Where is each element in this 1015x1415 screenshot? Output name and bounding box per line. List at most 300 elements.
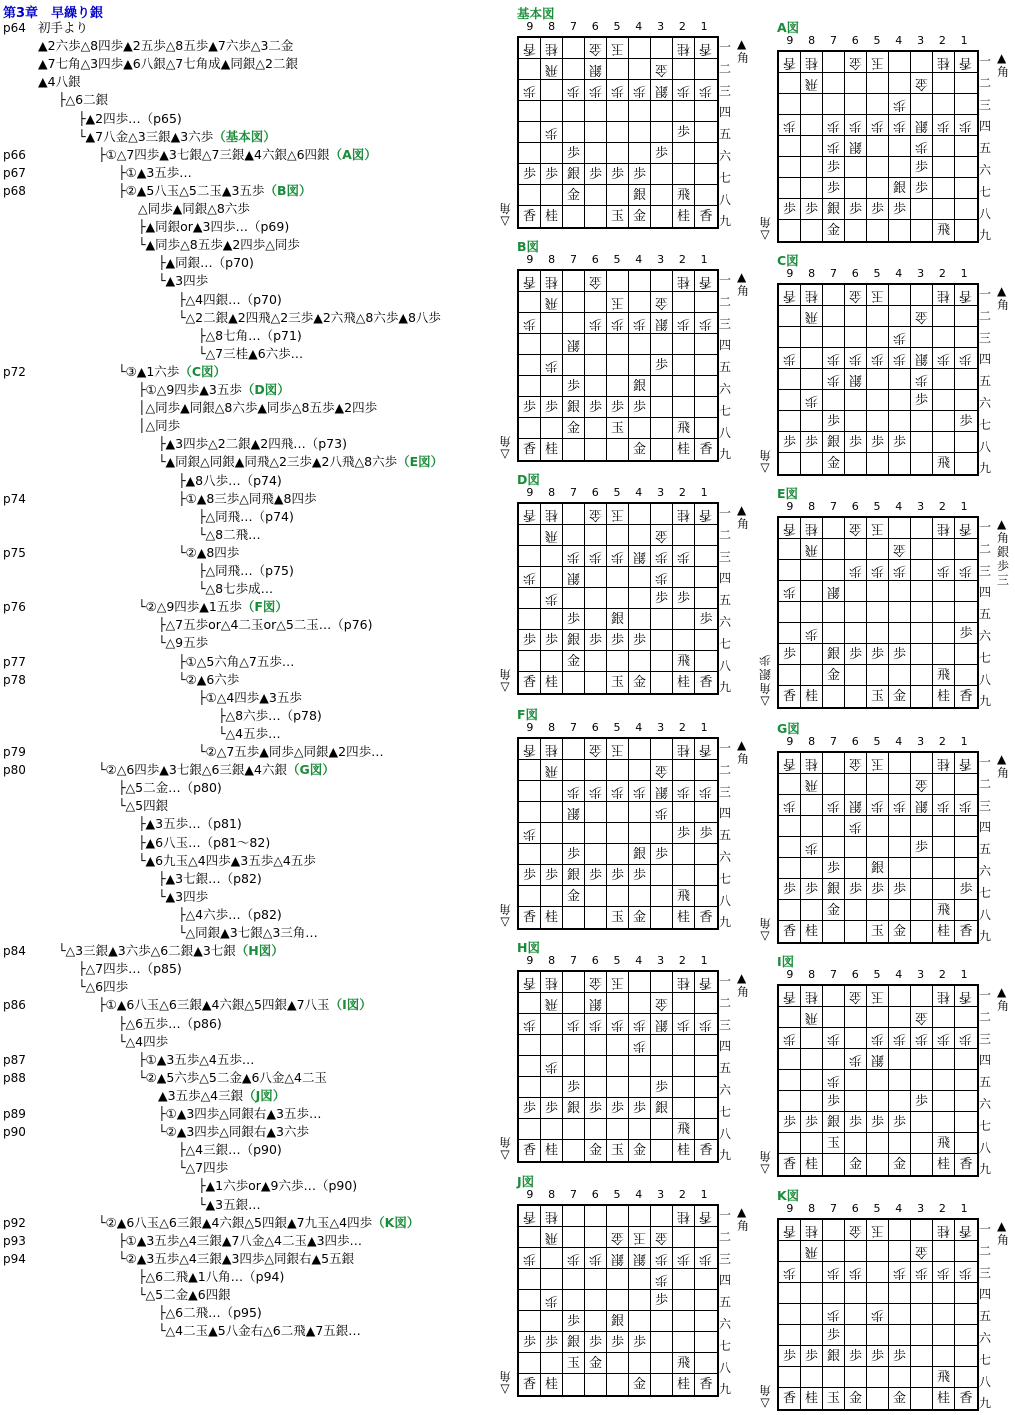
rank-labels xyxy=(979,51,991,247)
board-square xyxy=(673,504,695,525)
gote-piece: 歩 xyxy=(699,1017,713,1032)
gote-piece: 歩 xyxy=(826,372,840,387)
sente-piece: 歩 xyxy=(632,400,646,415)
board-square xyxy=(607,609,629,630)
file-label: 3 xyxy=(917,735,925,748)
sente-piece: 金 xyxy=(566,889,580,904)
sente-piece: 歩 xyxy=(588,868,602,883)
rank-label: 七 xyxy=(979,1118,992,1133)
board-square xyxy=(541,865,563,886)
board-square xyxy=(673,907,695,928)
board-square xyxy=(519,334,541,355)
file-label: 8 xyxy=(548,1188,556,1201)
board-square xyxy=(519,185,541,206)
gote-piece: 桂 xyxy=(936,521,950,536)
gote-piece: 歩 xyxy=(566,83,580,98)
gote-piece: 金 xyxy=(914,777,928,792)
file-label: 1 xyxy=(960,267,968,280)
board-square xyxy=(519,80,541,101)
sente-piece: 玉 xyxy=(826,1391,840,1406)
rank-label: 四 xyxy=(979,585,992,600)
sente-piece: 香 xyxy=(699,675,713,690)
file-label: 6 xyxy=(851,968,859,981)
gote-piece: 桂 xyxy=(804,756,818,771)
board-square xyxy=(801,1049,823,1070)
gote-piece: 金 xyxy=(848,756,862,771)
board-square xyxy=(629,609,651,630)
gote-piece: 銀 xyxy=(610,1251,624,1266)
sente-piece: 金 xyxy=(826,456,840,471)
move-text: ├①△7四歩▲3七銀△7三銀▲4六銀△6四銀 xyxy=(98,146,330,162)
board-square xyxy=(845,1304,867,1325)
move-text: ├①△5六角△7五歩… xyxy=(178,653,295,669)
board-square xyxy=(585,1332,607,1353)
board-square xyxy=(955,199,977,220)
sente-piece: 銀 xyxy=(632,188,646,203)
board-square xyxy=(519,672,541,693)
gote-piece: 歩 xyxy=(826,1031,840,1046)
sente-piece: 飛 xyxy=(936,1136,950,1151)
board-square xyxy=(801,1346,823,1367)
board-square xyxy=(889,644,911,665)
sente-piece: 飛 xyxy=(676,188,690,203)
board-square xyxy=(673,101,695,122)
rank-label: 六 xyxy=(719,381,732,396)
rank-label: 六 xyxy=(979,628,992,643)
gote-piece: 桂 xyxy=(544,742,558,757)
board-square xyxy=(651,164,673,185)
board-square xyxy=(585,59,607,80)
sente-piece: 歩 xyxy=(632,868,646,883)
sente-hand: ▲ 角 xyxy=(997,1219,1010,1247)
file-label: 3 xyxy=(917,34,925,47)
board-square xyxy=(585,418,607,439)
board-square xyxy=(673,972,695,993)
board-square xyxy=(911,115,933,136)
board-square xyxy=(519,567,541,588)
board-square xyxy=(651,1098,673,1119)
board-square xyxy=(607,1353,629,1374)
board-square xyxy=(845,136,867,157)
board-square xyxy=(955,858,977,879)
board-square xyxy=(823,774,845,795)
gote-piece: 桂 xyxy=(676,742,690,757)
board-square xyxy=(607,1119,629,1140)
sente-piece: 桂 xyxy=(544,675,558,690)
board-square xyxy=(823,879,845,900)
board-square xyxy=(845,1388,867,1409)
board-square xyxy=(585,38,607,59)
sente-piece: 歩 xyxy=(804,1115,818,1130)
board-square xyxy=(585,122,607,143)
board-square xyxy=(823,560,845,581)
board-square xyxy=(911,1154,933,1175)
gote-piece: 歩 xyxy=(654,1272,668,1287)
tree-line xyxy=(98,997,372,1013)
board-square xyxy=(585,334,607,355)
board-square xyxy=(845,220,867,241)
rank-label: 三 xyxy=(979,798,992,813)
board-square xyxy=(563,292,585,313)
board-square xyxy=(779,1388,801,1409)
board-square xyxy=(823,178,845,199)
board-square xyxy=(889,623,911,644)
board-square xyxy=(801,900,823,921)
board-square xyxy=(519,802,541,823)
tree-line xyxy=(158,1305,262,1321)
board-square xyxy=(651,972,673,993)
board-square xyxy=(933,686,955,707)
board-square xyxy=(911,816,933,837)
board-square xyxy=(541,760,563,781)
sente-piece: 歩 xyxy=(892,1115,906,1130)
gote-piece: 金 xyxy=(914,309,928,324)
board-square xyxy=(801,1304,823,1325)
file-label: 4 xyxy=(635,253,643,266)
file-label: 2 xyxy=(678,253,686,266)
board-square xyxy=(629,504,651,525)
rank-label: 九 xyxy=(979,929,992,944)
diagram-ref: （A図） xyxy=(329,146,377,162)
file-label: 4 xyxy=(895,968,903,981)
gote-piece: 銀 xyxy=(826,584,840,599)
board-square xyxy=(519,101,541,122)
tree-line xyxy=(138,1287,231,1303)
file-label: 7 xyxy=(829,34,837,47)
board-square xyxy=(695,185,717,206)
gote-piece: 歩 xyxy=(936,1031,950,1046)
board-square xyxy=(629,1248,651,1269)
file-label: 4 xyxy=(895,34,903,47)
board-square xyxy=(955,1325,977,1346)
board-square xyxy=(801,1112,823,1133)
sente-piece: 飛 xyxy=(936,456,950,471)
board-square xyxy=(695,38,717,59)
rank-labels xyxy=(719,37,731,233)
board-square xyxy=(651,651,673,672)
sente-piece: 歩 xyxy=(892,202,906,217)
move-text: ▲7七角△3四歩▲6八銀△7七角成▲同銀△2二銀 xyxy=(38,56,298,72)
board-square xyxy=(585,609,607,630)
board-square xyxy=(607,1290,629,1311)
board-square xyxy=(541,143,563,164)
board-square xyxy=(695,865,717,886)
board-square xyxy=(867,1346,889,1367)
board-square xyxy=(779,432,801,453)
board-square xyxy=(629,334,651,355)
board-square xyxy=(607,739,629,760)
board-square xyxy=(801,1241,823,1262)
board-square xyxy=(585,292,607,313)
board-square xyxy=(629,1353,651,1374)
sente-piece: 桂 xyxy=(936,1391,950,1406)
gote-piece: 桂 xyxy=(676,975,690,990)
file-label: 3 xyxy=(657,721,665,734)
gote-piece: 桂 xyxy=(936,989,950,1004)
gote-piece: 歩 xyxy=(936,118,950,133)
gote-piece: 歩 xyxy=(892,1265,906,1280)
move-text: ▲4八銀 xyxy=(38,74,81,90)
board-square xyxy=(801,199,823,220)
board-square xyxy=(911,348,933,369)
board-square xyxy=(695,59,717,80)
gote-hand: △ 角 xyxy=(499,667,512,695)
sente-piece: 香 xyxy=(782,924,796,939)
board-square xyxy=(911,432,933,453)
board-square xyxy=(651,143,673,164)
board-square xyxy=(651,80,673,101)
board-square xyxy=(911,774,933,795)
board-square xyxy=(651,397,673,418)
gote-piece: 銀 xyxy=(848,372,862,387)
sente-piece: 香 xyxy=(699,1143,713,1158)
board-square xyxy=(541,1311,563,1332)
gote-piece: 歩 xyxy=(914,139,928,154)
board-square xyxy=(779,327,801,348)
board-square xyxy=(779,1070,801,1091)
board-square xyxy=(867,753,889,774)
page-ref: p80 xyxy=(3,763,26,778)
file-label: 7 xyxy=(829,1202,837,1215)
board-square xyxy=(673,355,695,376)
board-square xyxy=(541,823,563,844)
file-label: 9 xyxy=(786,968,794,981)
file-label: 7 xyxy=(829,968,837,981)
board-square xyxy=(823,94,845,115)
sente-piece: 歩 xyxy=(522,400,536,415)
gote-piece: 桂 xyxy=(676,507,690,522)
board-square xyxy=(585,1206,607,1227)
board-square xyxy=(867,157,889,178)
board-square xyxy=(779,1091,801,1112)
gote-piece: 桂 xyxy=(804,288,818,303)
board-square xyxy=(651,439,673,460)
board-square xyxy=(673,122,695,143)
board-square xyxy=(563,739,585,760)
board-square xyxy=(867,1388,889,1409)
board-square xyxy=(541,1248,563,1269)
board-square xyxy=(955,921,977,942)
board-square xyxy=(651,101,673,122)
board-square xyxy=(933,1070,955,1091)
board-square xyxy=(933,73,955,94)
sente-piece: 歩 xyxy=(914,840,928,855)
board-square xyxy=(673,1140,695,1161)
board-square xyxy=(845,879,867,900)
board-square xyxy=(651,1077,673,1098)
sente-hand: ▲ 角 xyxy=(997,752,1010,780)
gote-piece: 玉 xyxy=(870,55,884,70)
gote-piece: 歩 xyxy=(870,563,884,578)
board-square xyxy=(629,1014,651,1035)
rank-labels xyxy=(979,1219,991,1415)
gote-piece: 歩 xyxy=(959,351,973,366)
gote-piece: 金 xyxy=(588,507,602,522)
board-square xyxy=(695,588,717,609)
board-square xyxy=(933,306,955,327)
board-square xyxy=(673,439,695,460)
sente-piece: 銀 xyxy=(610,1314,624,1329)
gote-piece: 銀 xyxy=(654,316,668,331)
board-square xyxy=(933,665,955,686)
page-ref: p74 xyxy=(3,491,26,506)
board-square xyxy=(845,623,867,644)
sente-piece: 桂 xyxy=(936,924,950,939)
sente-piece: 歩 xyxy=(654,146,668,161)
board-square xyxy=(563,546,585,567)
board-square xyxy=(563,588,585,609)
board-square xyxy=(585,567,607,588)
gote-piece: 銀 xyxy=(654,1017,668,1032)
board-square xyxy=(673,672,695,693)
board-square xyxy=(607,1311,629,1332)
board-square xyxy=(867,1154,889,1175)
board-square xyxy=(695,504,717,525)
file-label: 2 xyxy=(678,486,686,499)
board-square xyxy=(563,907,585,928)
gote-piece: 桂 xyxy=(544,41,558,56)
board-square xyxy=(933,1028,955,1049)
gote-piece: 香 xyxy=(522,507,536,522)
shogi-board xyxy=(517,737,719,930)
gote-piece: 歩 xyxy=(566,1017,580,1032)
rank-label: 二 xyxy=(979,75,992,90)
board-square xyxy=(651,1269,673,1290)
board-square xyxy=(651,313,673,334)
tree-line xyxy=(138,201,250,217)
board-square xyxy=(695,1332,717,1353)
file-label: 1 xyxy=(700,253,708,266)
file-label: 6 xyxy=(851,34,859,47)
board-square xyxy=(845,581,867,602)
board-square xyxy=(695,1098,717,1119)
board-square xyxy=(563,630,585,651)
sente-piece: 香 xyxy=(959,1157,973,1172)
board-square xyxy=(801,1262,823,1283)
board-square xyxy=(585,1014,607,1035)
board-square xyxy=(585,525,607,546)
file-label: 9 xyxy=(786,34,794,47)
tree-line xyxy=(138,237,300,253)
board-square xyxy=(823,199,845,220)
board-square xyxy=(651,802,673,823)
gote-piece: 歩 xyxy=(826,351,840,366)
board-square xyxy=(911,220,933,241)
move-text: └②△7五歩▲同歩△同銀▲2四歩… xyxy=(198,744,384,759)
board-square xyxy=(519,651,541,672)
gote-piece: 桂 xyxy=(936,756,950,771)
move-text: ├▲同銀or▲3四歩…（p69) xyxy=(138,219,290,235)
board-square xyxy=(779,1325,801,1346)
rank-label: 一 xyxy=(719,506,732,520)
board-square xyxy=(823,73,845,94)
board-square xyxy=(867,348,889,369)
gote-piece: 歩 xyxy=(826,1307,840,1322)
board-square xyxy=(585,1056,607,1077)
board-square xyxy=(629,844,651,865)
board-square xyxy=(801,1220,823,1241)
board-square xyxy=(823,453,845,474)
board-square xyxy=(889,900,911,921)
board-square xyxy=(651,1311,673,1332)
file-label: 5 xyxy=(873,735,881,748)
sente-piece: 金 xyxy=(632,209,646,224)
tree-line xyxy=(178,310,441,326)
gote-piece: 銀 xyxy=(848,798,862,813)
gote-piece: 金 xyxy=(588,742,602,757)
file-label: 7 xyxy=(829,735,837,748)
sente-piece: 歩 xyxy=(959,414,973,429)
gote-piece: 歩 xyxy=(959,798,973,813)
board-square xyxy=(933,1133,955,1154)
board-square xyxy=(933,986,955,1007)
board-square xyxy=(651,292,673,313)
board-square xyxy=(823,327,845,348)
sente-piece: 歩 xyxy=(892,1349,906,1364)
move-text: ├①▲3四歩△同銀右▲3五歩… xyxy=(158,1106,322,1121)
gote-piece: 金 xyxy=(848,288,862,303)
board-square xyxy=(845,602,867,623)
gote-piece: 桂 xyxy=(936,1223,950,1238)
board-square xyxy=(845,306,867,327)
board-square xyxy=(519,1098,541,1119)
board-square xyxy=(889,390,911,411)
board-square xyxy=(801,178,823,199)
file-label: 4 xyxy=(635,954,643,967)
board-square xyxy=(629,418,651,439)
file-label: 1 xyxy=(960,735,968,748)
board-square xyxy=(519,844,541,865)
board-square xyxy=(845,686,867,707)
tree-line xyxy=(178,292,282,308)
board-square xyxy=(695,546,717,567)
rank-label: 八 xyxy=(979,672,992,687)
sente-piece: 桂 xyxy=(676,442,690,457)
board-square xyxy=(563,525,585,546)
rank-labels xyxy=(719,503,731,699)
gote-piece: 桂 xyxy=(676,41,690,56)
board-square xyxy=(607,1269,629,1290)
tree-line xyxy=(198,1197,261,1213)
move-text: └▲3四歩 xyxy=(158,273,209,289)
board-square xyxy=(845,285,867,306)
gote-piece: 歩 xyxy=(522,826,536,841)
board-square xyxy=(607,802,629,823)
board-square xyxy=(955,1283,977,1304)
board-square xyxy=(801,602,823,623)
gote-piece: 歩 xyxy=(782,1265,796,1280)
board-square xyxy=(955,900,977,921)
sente-piece: 歩 xyxy=(804,435,818,450)
gote-piece: 金 xyxy=(848,55,862,70)
board-square xyxy=(541,525,563,546)
file-label: 9 xyxy=(526,20,534,33)
board-square xyxy=(629,1077,651,1098)
move-text: └△2二銀▲2四飛△2三歩▲2六飛△8六歩▲8八歩 xyxy=(178,309,441,325)
board-square xyxy=(845,1220,867,1241)
tree-line xyxy=(158,1323,361,1339)
sente-piece: 歩 xyxy=(654,1293,668,1308)
board-square xyxy=(695,1077,717,1098)
sente-piece: 歩 xyxy=(959,882,973,897)
board-square xyxy=(823,390,845,411)
rank-label: 七 xyxy=(719,1338,732,1353)
board-square xyxy=(933,327,955,348)
board-square xyxy=(651,334,673,355)
tree-line xyxy=(118,780,222,796)
board-square xyxy=(779,453,801,474)
board-square xyxy=(673,418,695,439)
